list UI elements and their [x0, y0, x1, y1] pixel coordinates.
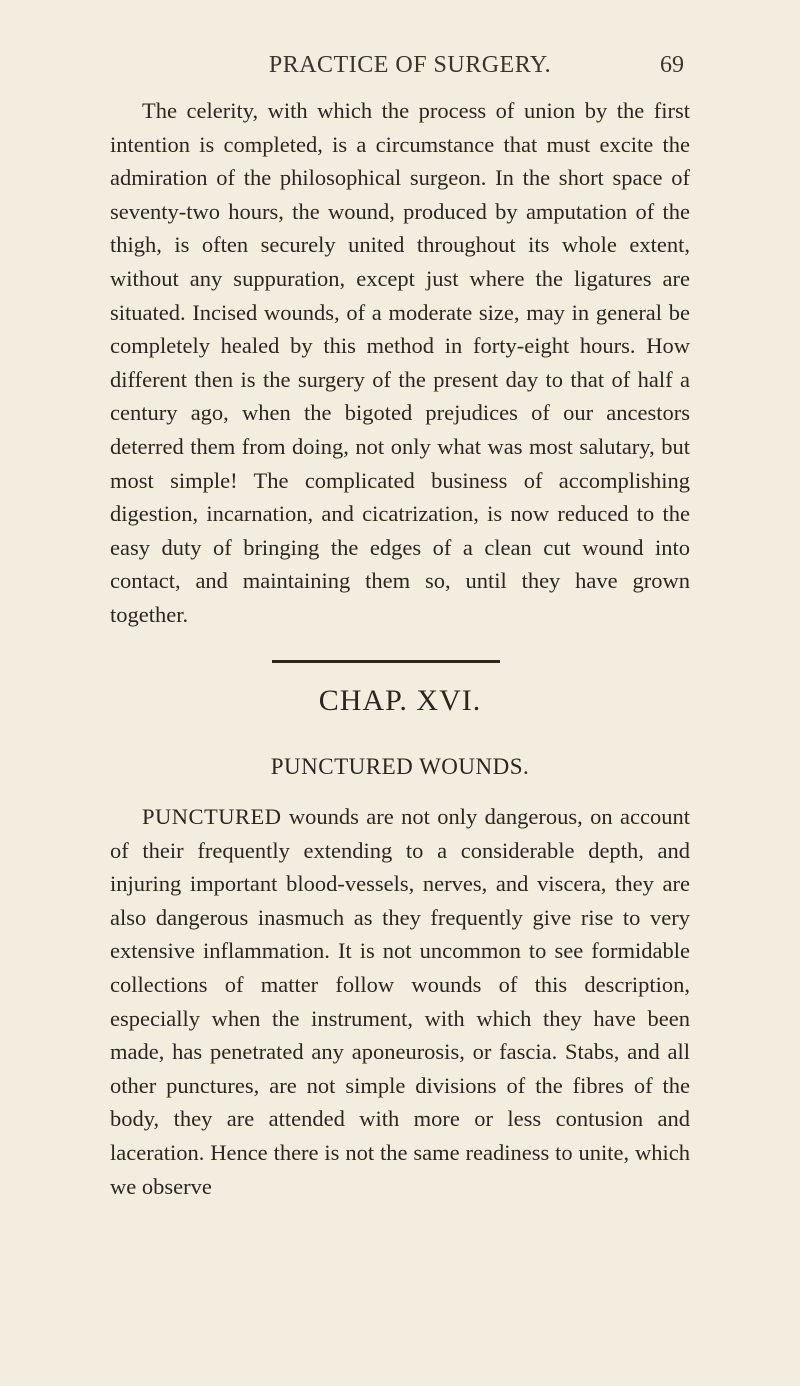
page-number: 69: [660, 52, 684, 78]
paragraph-lead-word: PUNCTURED: [142, 804, 282, 829]
paragraph-punctured-wounds: [110, 800, 690, 1203]
chapter-divider-rule: [272, 660, 500, 663]
chapter-number: CHAP. XVI.: [318, 684, 482, 717]
chapter-title: PUNCTURED WOUNDS.: [270, 754, 530, 779]
paragraph-first-intention: The celerity, with which the process of union by the first intention is completed, is a circumstance that must excite the admiration of the philosophical surgeon. In the short space of seventy-two hours, the wound, produced by amputation of the thigh, is often securely united throughout its whole extent, without any suppuration, except just where the ligatures are situated. Incised wounds, of a moderate size, may in general be completely healed by this method in forty-eight hours. How different then is the surgery of the present day to that of half a century ago, when the bigoted prejudices of our ancestors deterred them from doing, not only what was most salutary, but most simple! The complicated business of accomplishing digestion, incarnation, and cicatrization, is now reduced to the easy duty of bringing the edges of a clean cut wound into contact, and maintaining them so, until they have grown together.: [110, 98, 690, 627]
running-head: PRACTICE OF SURGERY.: [268, 52, 552, 78]
paragraph-body-text: wounds are not only dangerous, on account of their frequently extending to a considerable depth, and injuring important blood-vessels, nerves, and viscera, they are also dangerous inasmuch as they frequently give rise to very extensive inflammation. It is not uncommon to see formidable collections of matter follow wounds of this description, especially when the instrument, with which they have been made, has penetrated any aponeurosis, or fascia. Stabs, and all other punctures, are not simple divisions of the fibres of the body, they are attended with more or less contusion and laceration. Hence there is not the same readiness to unite, which we observe: [110, 804, 690, 1199]
